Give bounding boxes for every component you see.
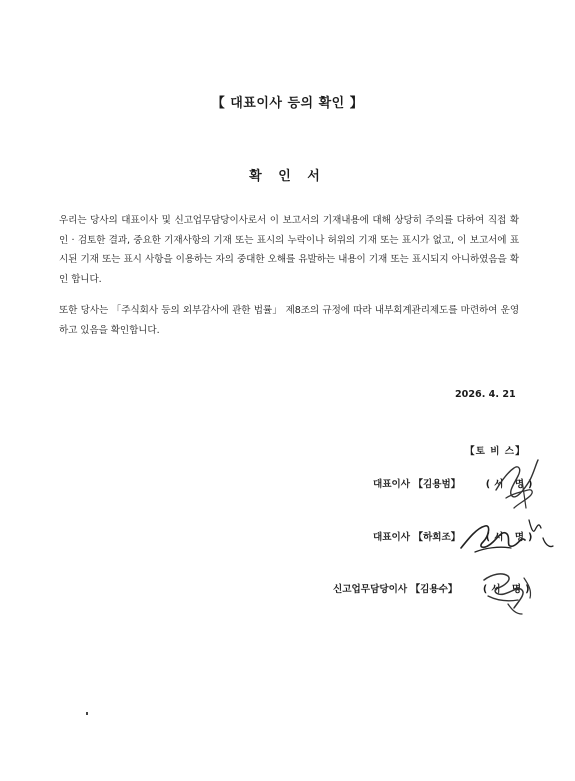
signature-mark-label: (서 명) [482, 584, 534, 595]
company-name: 【토 비 스】 [465, 446, 526, 457]
confirmation-paragraph: 우리는 당사의 대표이사 및 신고업무담당이사로서 이 보고서의 기재내용에 대해 상당히 주의를 다하여 직접 확인 · 검토한 결과, 중요한 기재사항의 기재 또는 표시의 누락이나 허위의 기재 또는 표시가 없고, 이 보고서에 표시된 기재 또는 표시 사항을 이용하는 자의 중대한 오해를 유발하는 내용이 기재 또는 표시되지 아니하였음을 확인 합니다. [59, 215, 519, 285]
certificate-title: 확 인 서 [249, 169, 326, 184]
signature-mark-label: (서 명) [485, 532, 537, 543]
document-heading: 【 대표이사 등의 확인 】 [211, 96, 364, 111]
signature-mark-label: (서 명) [485, 479, 537, 490]
signer-row-1 [373, 476, 536, 490]
internal-control-paragraph: 또한 당사는 「주식회사 등의 외부감사에 관한 법률」 제8조의 규정에 따라 내부회계관리제도를 마련하여 운영하고 있음을 확인합니다. [59, 305, 519, 336]
signer-row-3 [333, 581, 533, 595]
signer-row-2 [373, 529, 536, 543]
document-date: 2026. 4. 21 [455, 389, 516, 400]
stray-mark [86, 712, 88, 715]
signer-name: 대표이사 【김용범】 [373, 479, 461, 490]
signer-name: 신고업무담당이사 【김용수】 [333, 584, 458, 595]
signer-name: 대표이사 【하희조】 [373, 532, 461, 543]
